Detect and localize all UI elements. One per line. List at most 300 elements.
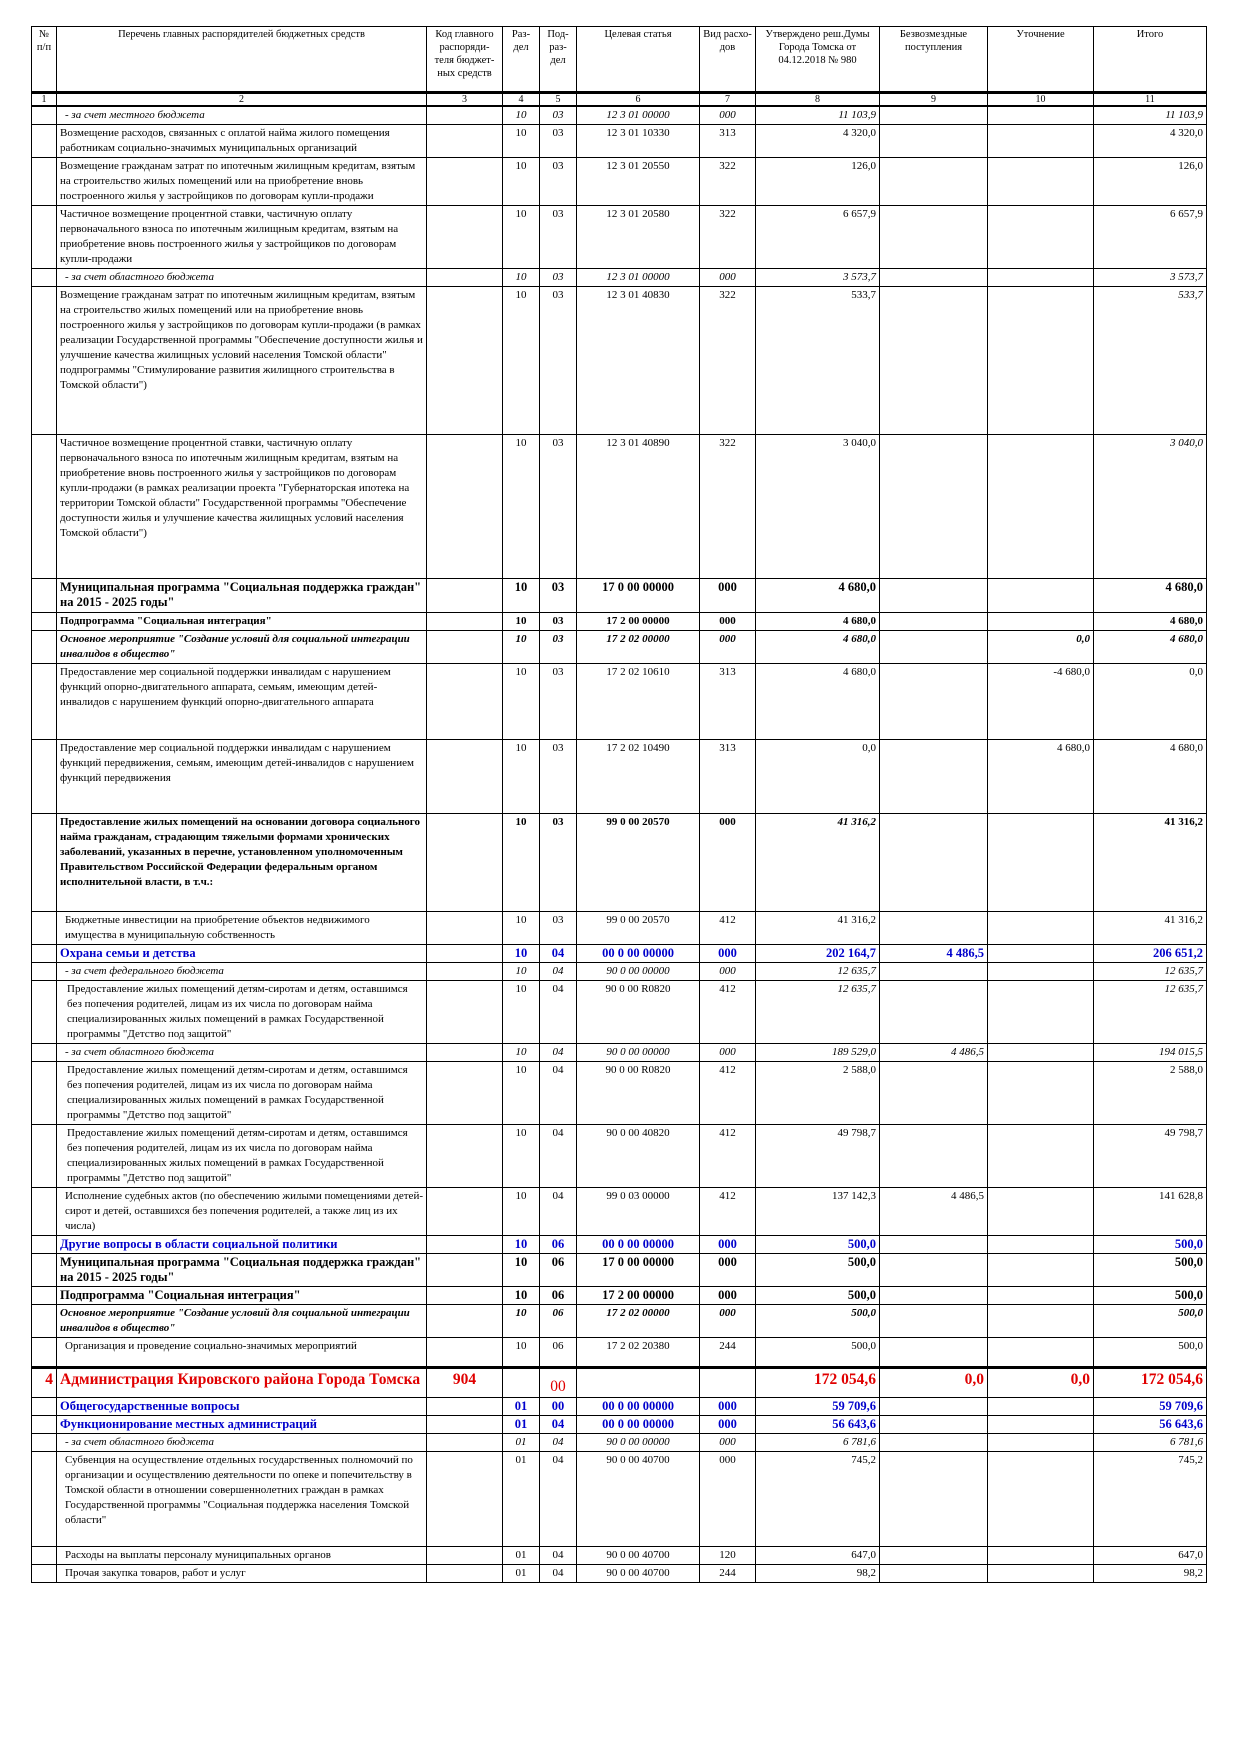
- table-row: [32, 1547, 1207, 1565]
- row-article: 00 0 00 00000: [577, 1416, 700, 1434]
- row-vid: 000: [700, 963, 756, 981]
- row-gratuitous: [880, 106, 988, 125]
- row-article: 00 0 00 00000: [577, 1398, 700, 1416]
- row-gratuitous: [880, 1416, 988, 1434]
- row-change: [988, 981, 1094, 1044]
- row-name: - за счет местного бюджета: [57, 106, 427, 125]
- row-podrazdel: 04: [540, 1062, 577, 1125]
- row-change: [988, 1287, 1094, 1305]
- row-gratuitous: [880, 981, 988, 1044]
- row-num: [32, 1434, 57, 1452]
- row-code: [427, 1398, 503, 1416]
- row-approved: 500,0: [756, 1254, 880, 1287]
- row-code: [427, 912, 503, 945]
- row-change: [988, 1416, 1094, 1434]
- row-num: [32, 664, 57, 740]
- row-change: -4 680,0: [988, 664, 1094, 740]
- row-approved: 745,2: [756, 1452, 880, 1547]
- row-name: Администрация Кировского района Города Томска: [57, 1368, 427, 1398]
- row-total: 500,0: [1094, 1236, 1207, 1254]
- table-row: [32, 1305, 1207, 1338]
- row-change: [988, 106, 1094, 125]
- row-num: [32, 1305, 57, 1338]
- row-gratuitous: [880, 1338, 988, 1368]
- row-code: [427, 1452, 503, 1547]
- header-code: Код главного распоряди- теля бюджет- ных средств: [427, 27, 503, 93]
- row-code: [427, 1188, 503, 1236]
- row-name: Муниципальная программа "Социальная поддержка граждан" на 2015 - 2025 годы": [57, 579, 427, 613]
- row-razdel: 01: [503, 1416, 540, 1434]
- row-change: [988, 125, 1094, 158]
- header-article: Целевая статья: [577, 27, 700, 93]
- row-total: 500,0: [1094, 1338, 1207, 1368]
- row-change: [988, 1044, 1094, 1062]
- row-name: Частичное возмещение процентной ставки, частичную оплату первоначального взноса по ипотечным жилищным кредитам, взятым на приобретение вновь построенного жилья у застройщиков по договорам купли-продажи: [57, 206, 427, 269]
- row-code: [427, 664, 503, 740]
- row-razdel: 10: [503, 1338, 540, 1368]
- row-num: [32, 1254, 57, 1287]
- row-article: 90 0 00 00000: [577, 963, 700, 981]
- row-vid: 412: [700, 981, 756, 1044]
- row-vid: 000: [700, 1434, 756, 1452]
- row-name: Другие вопросы в области социальной политики: [57, 1236, 427, 1254]
- row-article: 00 0 00 00000: [577, 1236, 700, 1254]
- row-podrazdel: 00: [540, 1368, 577, 1398]
- row-total: 0,0: [1094, 664, 1207, 740]
- row-total: 745,2: [1094, 1452, 1207, 1547]
- row-change: [988, 435, 1094, 579]
- row-razdel: 10: [503, 945, 540, 963]
- column-number: 10: [988, 93, 1094, 107]
- row-num: [32, 1062, 57, 1125]
- row-gratuitous: [880, 1565, 988, 1583]
- row-num: [32, 1416, 57, 1434]
- column-number: 2: [57, 93, 427, 107]
- row-code: [427, 1338, 503, 1368]
- row-num: [32, 1287, 57, 1305]
- row-vid: 000: [700, 269, 756, 287]
- table-row: [32, 1254, 1207, 1287]
- row-vid: 244: [700, 1565, 756, 1583]
- row-gratuitous: [880, 287, 988, 435]
- row-vid: 000: [700, 613, 756, 631]
- row-vid: 244: [700, 1338, 756, 1368]
- row-change: [988, 1305, 1094, 1338]
- column-number: 9: [880, 93, 988, 107]
- row-change: [988, 814, 1094, 912]
- row-vid: 000: [700, 945, 756, 963]
- row-razdel: 10: [503, 1062, 540, 1125]
- row-num: [32, 158, 57, 206]
- row-razdel: 10: [503, 912, 540, 945]
- row-gratuitous: [880, 963, 988, 981]
- row-approved: 202 164,7: [756, 945, 880, 963]
- row-razdel: 10: [503, 1125, 540, 1188]
- row-approved: 41 316,2: [756, 814, 880, 912]
- row-name: Подпрограмма "Социальная интеграция": [57, 613, 427, 631]
- row-code: [427, 158, 503, 206]
- row-vid: 120: [700, 1547, 756, 1565]
- row-total: 500,0: [1094, 1305, 1207, 1338]
- row-approved: 59 709,6: [756, 1398, 880, 1416]
- row-code: [427, 269, 503, 287]
- row-change: [988, 287, 1094, 435]
- row-article: 12 3 01 20550: [577, 158, 700, 206]
- table-row: [32, 631, 1207, 664]
- column-number: 3: [427, 93, 503, 107]
- row-code: [427, 106, 503, 125]
- row-name: Предоставление мер социальной поддержки инвалидам с нарушением функций опорно-двигательного аппарата, семьям, имеющим детей-инвалидов с нарушением функций опорно-двигательного аппарата: [57, 664, 427, 740]
- row-gratuitous: [880, 158, 988, 206]
- table-row: [32, 912, 1207, 945]
- row-podrazdel: 04: [540, 1565, 577, 1583]
- row-podrazdel: 03: [540, 814, 577, 912]
- row-vid: 412: [700, 1125, 756, 1188]
- row-code: [427, 1236, 503, 1254]
- row-podrazdel: 00: [540, 1398, 577, 1416]
- row-gratuitous: [880, 1305, 988, 1338]
- row-total: 6 781,6: [1094, 1434, 1207, 1452]
- row-code: [427, 631, 503, 664]
- row-total: 12 635,7: [1094, 981, 1207, 1044]
- budget-table: [31, 26, 1207, 1583]
- row-name: - за счет областного бюджета: [57, 1434, 427, 1452]
- column-number: 5: [540, 93, 577, 107]
- row-razdel: 10: [503, 631, 540, 664]
- row-article: 12 3 01 40890: [577, 435, 700, 579]
- table-row: [32, 125, 1207, 158]
- row-approved: 647,0: [756, 1547, 880, 1565]
- row-name: Расходы на выплаты персоналу муниципальных органов: [57, 1547, 427, 1565]
- row-gratuitous: [880, 631, 988, 664]
- header-row: [32, 27, 1207, 93]
- row-podrazdel: 06: [540, 1287, 577, 1305]
- row-vid: 000: [700, 579, 756, 613]
- table-row: [32, 664, 1207, 740]
- row-gratuitous: [880, 435, 988, 579]
- row-name: Муниципальная программа "Социальная поддержка граждан" на 2015 - 2025 годы": [57, 1254, 427, 1287]
- row-vid: 000: [700, 106, 756, 125]
- row-num: [32, 1338, 57, 1368]
- row-gratuitous: [880, 814, 988, 912]
- row-name: - за счет областного бюджета: [57, 269, 427, 287]
- row-approved: 4 680,0: [756, 631, 880, 664]
- row-total: 98,2: [1094, 1565, 1207, 1583]
- row-change: [988, 1547, 1094, 1565]
- row-change: [988, 1188, 1094, 1236]
- row-podrazdel: 03: [540, 269, 577, 287]
- row-change: [988, 1452, 1094, 1547]
- row-change: [988, 945, 1094, 963]
- row-approved: 500,0: [756, 1338, 880, 1368]
- row-num: [32, 912, 57, 945]
- row-code: [427, 125, 503, 158]
- table-row: [32, 435, 1207, 579]
- row-name: Основное мероприятие "Создание условий для социальной интеграции инвалидов в общество": [57, 631, 427, 664]
- row-change: [988, 1565, 1094, 1583]
- row-name: Организация и проведение социально-значимых мероприятий: [57, 1338, 427, 1368]
- row-gratuitous: 4 486,5: [880, 945, 988, 963]
- row-name: Возмещение гражданам затрат по ипотечным жилищным кредитам, взятым на строительство жилых помещений или на приобретение вновь построенного жилья у застройщиков по договорам купли-продажи (в рамках реализации Государственной программы "Обеспечение доступности жилья и улучшение качества жилищных условий населения Томской области" подпрограммы "Стимулирование развития жилищного строительства в Томской области"): [57, 287, 427, 435]
- row-code: [427, 1434, 503, 1452]
- row-total: 59 709,6: [1094, 1398, 1207, 1416]
- row-razdel: 10: [503, 125, 540, 158]
- row-podrazdel: 04: [540, 963, 577, 981]
- row-num: [32, 1125, 57, 1188]
- row-change: [988, 269, 1094, 287]
- row-approved: 56 643,6: [756, 1416, 880, 1434]
- row-podrazdel: 03: [540, 287, 577, 435]
- row-approved: 533,7: [756, 287, 880, 435]
- table-row: [32, 1044, 1207, 1062]
- row-vid: 000: [700, 631, 756, 664]
- table-row: [32, 1434, 1207, 1452]
- row-razdel: 10: [503, 435, 540, 579]
- row-vid: 412: [700, 1188, 756, 1236]
- row-change: 0,0: [988, 1368, 1094, 1398]
- row-razdel: 10: [503, 158, 540, 206]
- row-podrazdel: 06: [540, 1338, 577, 1368]
- row-approved: 49 798,7: [756, 1125, 880, 1188]
- row-approved: 0,0: [756, 740, 880, 814]
- row-podrazdel: 04: [540, 1434, 577, 1452]
- row-total: 647,0: [1094, 1547, 1207, 1565]
- row-razdel: 10: [503, 1305, 540, 1338]
- row-approved: 137 142,3: [756, 1188, 880, 1236]
- table-row: [32, 945, 1207, 963]
- table-row: [32, 1236, 1207, 1254]
- row-podrazdel: 04: [540, 1452, 577, 1547]
- row-total: 3 040,0: [1094, 435, 1207, 579]
- row-name: Исполнение судебных актов (по обеспечению жилыми помещениями детей-сирот и детей, оставшихся без попечения родителей, а также лиц из их числа): [57, 1188, 427, 1236]
- row-name: - за счет областного бюджета: [57, 1044, 427, 1062]
- row-razdel: 10: [503, 740, 540, 814]
- table-row: [32, 106, 1207, 125]
- row-name: Прочая закупка товаров, работ и услуг: [57, 1565, 427, 1583]
- row-gratuitous: [880, 912, 988, 945]
- row-vid: 313: [700, 740, 756, 814]
- row-article: 17 2 00 00000: [577, 613, 700, 631]
- row-name: Предоставление мер социальной поддержки инвалидам с нарушением функций передвижения, семьям, имеющим детей-инвалидов с нарушением функций передвижения: [57, 740, 427, 814]
- row-approved: 3 040,0: [756, 435, 880, 579]
- table-row: [32, 579, 1207, 613]
- row-razdel: 01: [503, 1398, 540, 1416]
- row-article: 17 2 00 00000: [577, 1287, 700, 1305]
- row-podrazdel: 04: [540, 945, 577, 963]
- row-razdel: 10: [503, 981, 540, 1044]
- row-vid: 000: [700, 1254, 756, 1287]
- header-total: Итого: [1094, 27, 1207, 93]
- row-vid: 313: [700, 125, 756, 158]
- row-razdel: 10: [503, 206, 540, 269]
- row-article: 00 0 00 00000: [577, 945, 700, 963]
- row-article: 12 3 01 00000: [577, 269, 700, 287]
- row-num: [32, 740, 57, 814]
- row-total: 6 657,9: [1094, 206, 1207, 269]
- row-gratuitous: [880, 1287, 988, 1305]
- row-total: 2 588,0: [1094, 1062, 1207, 1125]
- row-code: [427, 963, 503, 981]
- row-code: [427, 613, 503, 631]
- row-vid: 000: [700, 1416, 756, 1434]
- row-gratuitous: [880, 740, 988, 814]
- row-podrazdel: 03: [540, 664, 577, 740]
- row-code: [427, 1125, 503, 1188]
- row-total: 141 628,8: [1094, 1188, 1207, 1236]
- row-change: [988, 1398, 1094, 1416]
- row-gratuitous: [880, 664, 988, 740]
- row-total: 41 316,2: [1094, 814, 1207, 912]
- row-change: [988, 1236, 1094, 1254]
- row-gratuitous: 4 486,5: [880, 1188, 988, 1236]
- row-podrazdel: 03: [540, 106, 577, 125]
- row-vid: 000: [700, 1398, 756, 1416]
- row-article: 12 3 01 10330: [577, 125, 700, 158]
- table-row: [32, 1416, 1207, 1434]
- row-podrazdel: 04: [540, 1044, 577, 1062]
- row-vid: 000: [700, 1287, 756, 1305]
- row-approved: 4 680,0: [756, 579, 880, 613]
- table-row: [32, 1062, 1207, 1125]
- row-approved: 500,0: [756, 1236, 880, 1254]
- row-razdel: 01: [503, 1565, 540, 1583]
- header-name: Перечень главных распорядителей бюджетных средств: [57, 27, 427, 93]
- row-name: - за счет федерального бюджета: [57, 963, 427, 981]
- row-code: 904: [427, 1368, 503, 1398]
- row-total: 4 320,0: [1094, 125, 1207, 158]
- row-num: 4: [32, 1368, 57, 1398]
- row-gratuitous: [880, 269, 988, 287]
- row-razdel: 10: [503, 1236, 540, 1254]
- row-change: [988, 963, 1094, 981]
- row-vid: 000: [700, 1305, 756, 1338]
- row-total: 4 680,0: [1094, 579, 1207, 613]
- row-article: 17 2 02 00000: [577, 631, 700, 664]
- column-number-row: [32, 93, 1207, 107]
- row-razdel: 01: [503, 1452, 540, 1547]
- row-razdel: 10: [503, 1254, 540, 1287]
- row-vid: 322: [700, 435, 756, 579]
- row-name: Предоставление жилых помещений детям-сиротам и детям, оставшимся без попечения родителей, лицам из их числа по договорам найма специализированных жилых помещений в рамках Государственной программы "Детство под защитой": [57, 981, 427, 1044]
- row-vid: 322: [700, 287, 756, 435]
- table-row: [32, 269, 1207, 287]
- row-podrazdel: 06: [540, 1254, 577, 1287]
- row-podrazdel: 04: [540, 1125, 577, 1188]
- row-total: 3 573,7: [1094, 269, 1207, 287]
- row-total: 4 680,0: [1094, 631, 1207, 664]
- column-number: 4: [503, 93, 540, 107]
- row-razdel: 01: [503, 1434, 540, 1452]
- table-row: [32, 1188, 1207, 1236]
- row-name: Возмещение гражданам затрат по ипотечным жилищным кредитам, взятым на строительство жилых помещений или на приобретение вновь построенного жилья у застройщиков по договорам купли-продажи: [57, 158, 427, 206]
- row-vid: 322: [700, 206, 756, 269]
- header-vid: Вид расхо- дов: [700, 27, 756, 93]
- row-podrazdel: 06: [540, 1236, 577, 1254]
- row-article: 17 2 02 20380: [577, 1338, 700, 1368]
- row-num: [32, 1452, 57, 1547]
- row-name: Охрана семьи и детства: [57, 945, 427, 963]
- row-change: [988, 613, 1094, 631]
- row-num: [32, 106, 57, 125]
- row-approved: 6 781,6: [756, 1434, 880, 1452]
- row-total: 533,7: [1094, 287, 1207, 435]
- row-code: [427, 814, 503, 912]
- row-change: [988, 579, 1094, 613]
- column-number: 7: [700, 93, 756, 107]
- table-row: [32, 287, 1207, 435]
- row-podrazdel: 03: [540, 631, 577, 664]
- row-razdel: 10: [503, 287, 540, 435]
- table-row: [32, 1368, 1207, 1398]
- row-article: 90 0 00 R0820: [577, 1062, 700, 1125]
- column-number: 8: [756, 93, 880, 107]
- row-num: [32, 963, 57, 981]
- header-approved: Утверждено реш.Думы Города Томска от 04.12.2018 № 980: [756, 27, 880, 93]
- row-article: 90 0 00 40700: [577, 1547, 700, 1565]
- row-vid: 000: [700, 814, 756, 912]
- row-change: [988, 1125, 1094, 1188]
- row-approved: 12 635,7: [756, 981, 880, 1044]
- row-article: 12 3 01 20580: [577, 206, 700, 269]
- row-total: 12 635,7: [1094, 963, 1207, 981]
- row-article: 17 2 02 10490: [577, 740, 700, 814]
- row-gratuitous: [880, 613, 988, 631]
- header-podrazdel: Под- раз- дел: [540, 27, 577, 93]
- row-code: [427, 1062, 503, 1125]
- row-code: [427, 206, 503, 269]
- row-total: 500,0: [1094, 1287, 1207, 1305]
- row-approved: 4 320,0: [756, 125, 880, 158]
- row-podrazdel: 03: [540, 158, 577, 206]
- row-total: 206 651,2: [1094, 945, 1207, 963]
- row-article: 99 0 03 00000: [577, 1188, 700, 1236]
- row-code: [427, 1547, 503, 1565]
- row-podrazdel: 03: [540, 125, 577, 158]
- table-row: [32, 613, 1207, 631]
- row-razdel: 10: [503, 579, 540, 613]
- row-total: 11 103,9: [1094, 106, 1207, 125]
- row-total: 500,0: [1094, 1254, 1207, 1287]
- row-approved: 126,0: [756, 158, 880, 206]
- header-num: № п/п: [32, 27, 57, 93]
- row-vid: 412: [700, 1062, 756, 1125]
- row-approved: 2 588,0: [756, 1062, 880, 1125]
- row-code: [427, 981, 503, 1044]
- row-article: 17 2 02 00000: [577, 1305, 700, 1338]
- table-row: [32, 981, 1207, 1044]
- row-num: [32, 287, 57, 435]
- row-num: [32, 206, 57, 269]
- row-approved: 12 635,7: [756, 963, 880, 981]
- row-razdel: 10: [503, 106, 540, 125]
- row-article: 99 0 00 20570: [577, 912, 700, 945]
- row-podrazdel: 03: [540, 206, 577, 269]
- row-num: [32, 1044, 57, 1062]
- table-row: [32, 1452, 1207, 1547]
- row-code: [427, 1305, 503, 1338]
- row-num: [32, 613, 57, 631]
- row-code: [427, 1565, 503, 1583]
- row-code: [427, 740, 503, 814]
- row-razdel: 01: [503, 1547, 540, 1565]
- row-name: Основное мероприятие "Создание условий для социальной интеграции инвалидов в общество": [57, 1305, 427, 1338]
- row-podrazdel: 03: [540, 435, 577, 579]
- row-gratuitous: [880, 206, 988, 269]
- row-code: [427, 435, 503, 579]
- row-podrazdel: 04: [540, 1188, 577, 1236]
- row-change: 4 680,0: [988, 740, 1094, 814]
- row-change: [988, 1338, 1094, 1368]
